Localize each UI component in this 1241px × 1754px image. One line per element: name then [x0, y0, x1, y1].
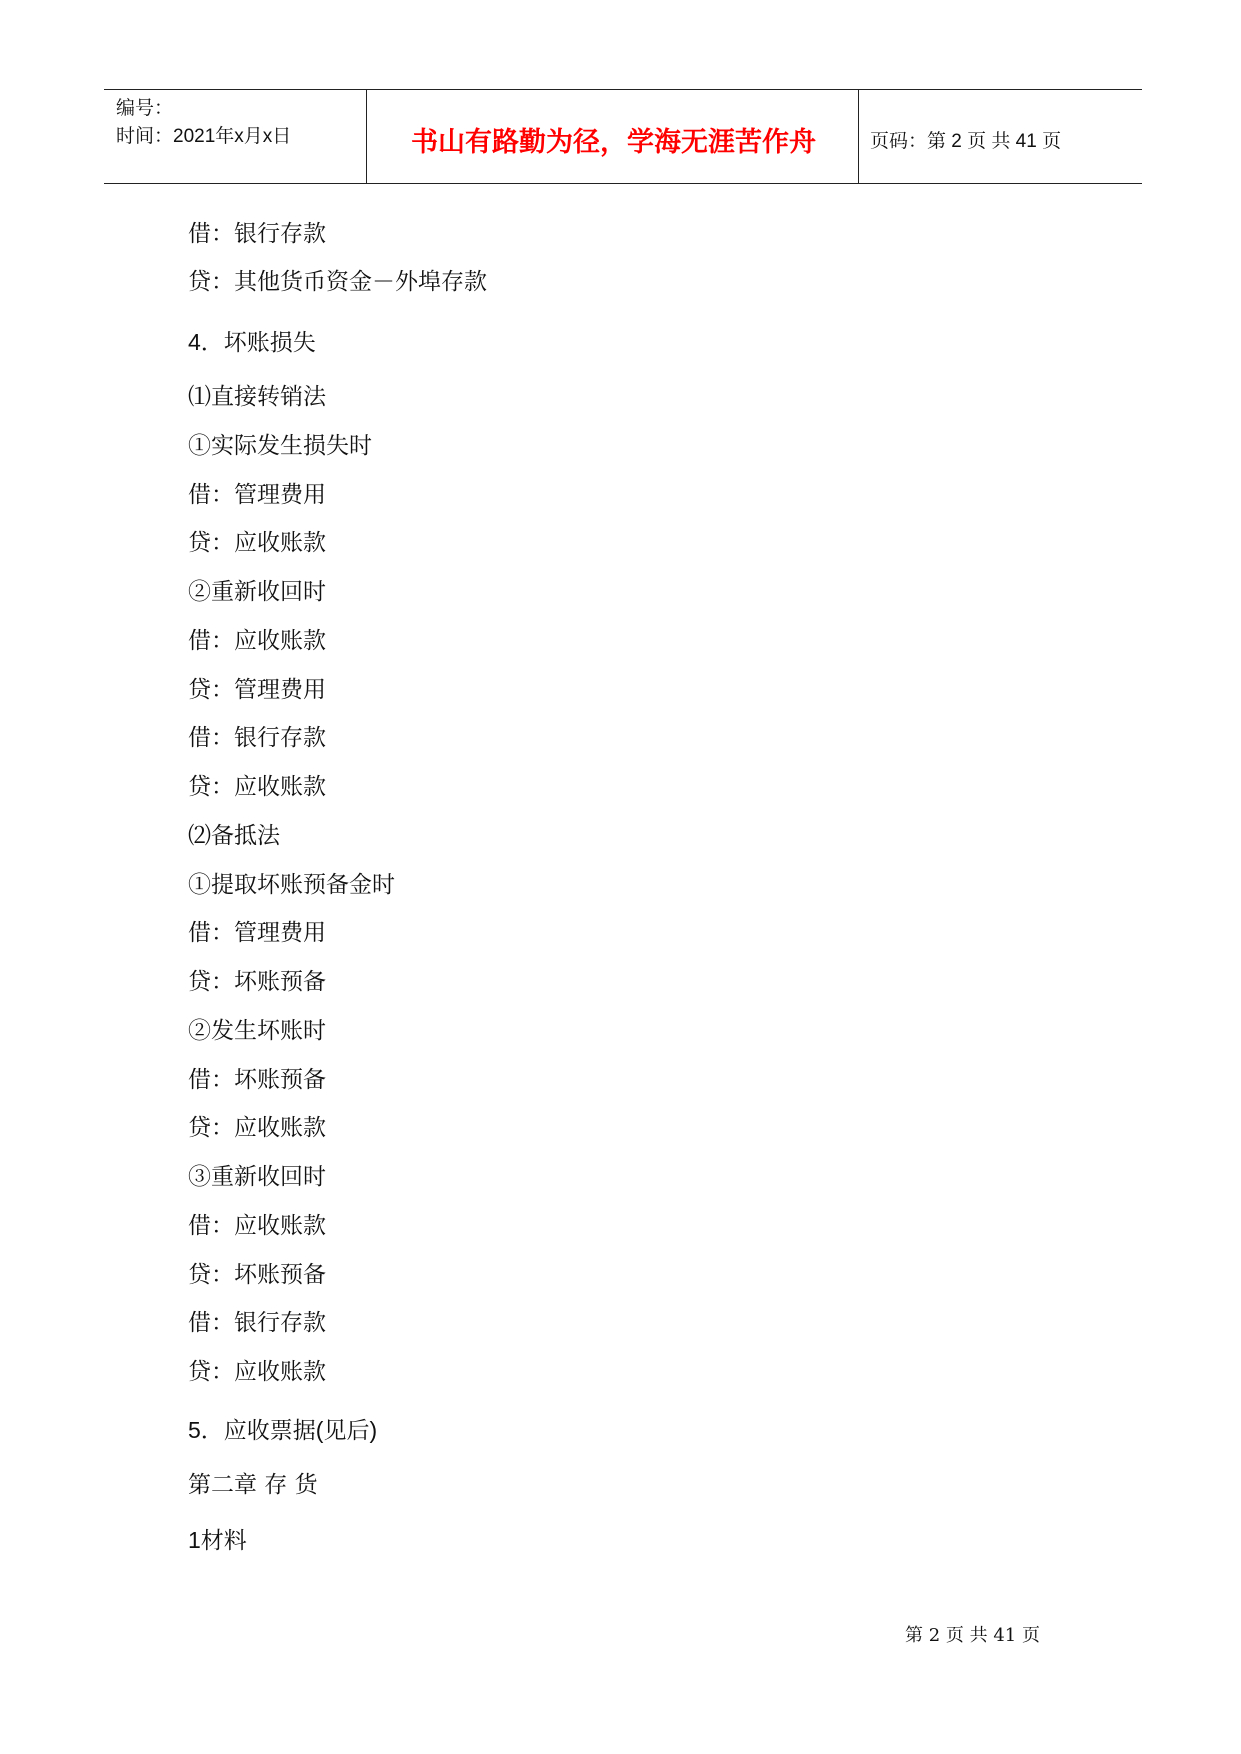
text-line: 借：应收账款	[188, 1213, 326, 1239]
text-line: 借：银行存款	[188, 221, 326, 247]
text-line: 借：管理费用	[188, 920, 326, 946]
section-heading: 5．应收票据(见后)	[188, 1417, 378, 1443]
text-line: ②发生坏账时	[188, 1018, 326, 1044]
text-line: 贷：坏账预备	[188, 1262, 326, 1288]
text-line: ①实际发生损失时	[188, 433, 372, 459]
header-motto: 书山有路勤为径，学海无涯苦作舟	[411, 127, 816, 158]
header-divider-right	[858, 90, 859, 183]
text-line: 贷：坏账预备	[188, 969, 326, 995]
chapter-heading: 第二章 存 货	[188, 1472, 318, 1498]
text-line: 借：银行存款	[188, 725, 326, 751]
document-time-label: 时间：2021年x月x日	[116, 126, 292, 147]
text-line: 贷：应收账款	[188, 530, 326, 556]
header-page-code: 页码：第 2 页 共 41 页	[870, 131, 1062, 152]
text-line: 贷：管理费用	[188, 677, 326, 703]
text-line: 借：银行存款	[188, 1310, 326, 1336]
text-line: ③重新收回时	[188, 1164, 326, 1190]
text-line: 借：管理费用	[188, 482, 326, 508]
section-heading: 1材料	[188, 1527, 247, 1553]
section-heading: 4．坏账损失	[188, 329, 316, 355]
text-line: 借：坏账预备	[188, 1067, 326, 1093]
text-line: 贷：应收账款	[188, 774, 326, 800]
text-line: 借：应收账款	[188, 628, 326, 654]
text-line: ⑴直接转销法	[188, 384, 326, 410]
text-line: 贷：应收账款	[188, 1359, 326, 1385]
header-divider-left	[366, 90, 367, 183]
document-header	[104, 89, 1142, 184]
text-line: ②重新收回时	[188, 579, 326, 605]
page-footer: 第 2 页 共 41 页	[905, 1625, 1040, 1646]
text-line: 贷：其他货币资金－外埠存款	[188, 269, 487, 295]
document-number-label: 编号：	[116, 98, 174, 119]
text-line: 贷：应收账款	[188, 1115, 326, 1141]
text-line: ①提取坏账预备金时	[188, 872, 395, 898]
text-line: ⑵备抵法	[188, 823, 280, 849]
